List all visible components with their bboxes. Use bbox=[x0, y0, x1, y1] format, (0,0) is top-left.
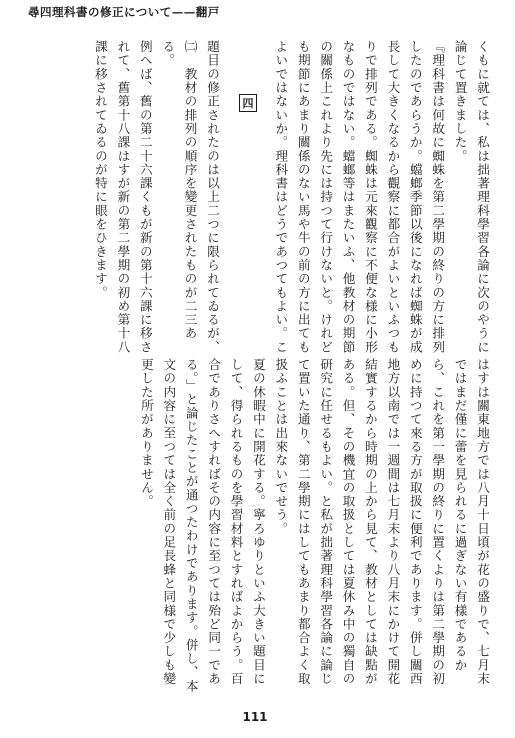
paragraph: はすは關東地方では八月十日頃が花の盛りで、七月末ではまだ僅に蕾を見られるに過ぎない有樣であるから、これを第一學期の終りに置くよりは第二學期の初めに持つて來る方が取扱に便利であります。併し關西地方以南では一週間は七月末より八月末にかけて開花結實するから時期の上から見て、教材としては缺點がある。但、その機宜の取扱としては夏休み中の獨自の研究に任せるもよい。と私が拙著理科學習各論に論じて置いた通り、第二學期にはしてもあまり都合よく取扱ふことは出來ないでせう。 bbox=[273, 358, 490, 686]
paragraph: 題目の修正されたのは以上二つに限られてゐるが、 bbox=[205, 40, 220, 354]
paragraph: 『理科書は何故に蜘蛛を第二學期の終りの方に排列したのであらうか。蟷螂季節以後になれば蜘蛛が成長して大きくなるから觀察に都合がよいといふつもりで排列である。蜘蛛は元來觀察に不便な様に小形なものではない。蟷螂等はまたいふ、他教材の期節の關係上これより先には持つて行けないと。けれども期節にあまり關係のない馬や牛の前の方に出てもよいではないか。理科書はどうであつてもよい。こ bbox=[273, 40, 446, 354]
page-number: 111 bbox=[242, 710, 268, 724]
upper-left-text-block bbox=[19, 40, 223, 360]
paragraph: ㈡ 教材の排列の順序を變更されたものが二三ある。 bbox=[160, 40, 198, 341]
paragraph: 例へば、舊の第二十六課くもが新の第十六課に移されて、舊第十八課はすが新の第二學期の初め第十八課に移されてゐるのが特に眼をひきます。 bbox=[92, 40, 153, 354]
section-number-badge: 四 bbox=[239, 94, 257, 112]
paragraph: 夏の休暇中に開花する。寧ろゆりといふ大きい題目にして、得られるものを學習材料とすればよからう。百合でありさへすればその内容に至つては殆ど同一である。」と論じたことが通つたわけであります。併し、本文の内容に至つては全く前の足長蜂と同様で少しも變更した所がありません。 bbox=[138, 358, 266, 693]
upper-right-text-block bbox=[269, 40, 493, 360]
paragraph: くもに就ては、私は拙著理科學習各論に次のやうに論じて置きました。 bbox=[452, 40, 490, 354]
running-header: 尋四理科書の修正について——翻戸 bbox=[28, 5, 220, 19]
lower-text-block bbox=[23, 358, 493, 693]
